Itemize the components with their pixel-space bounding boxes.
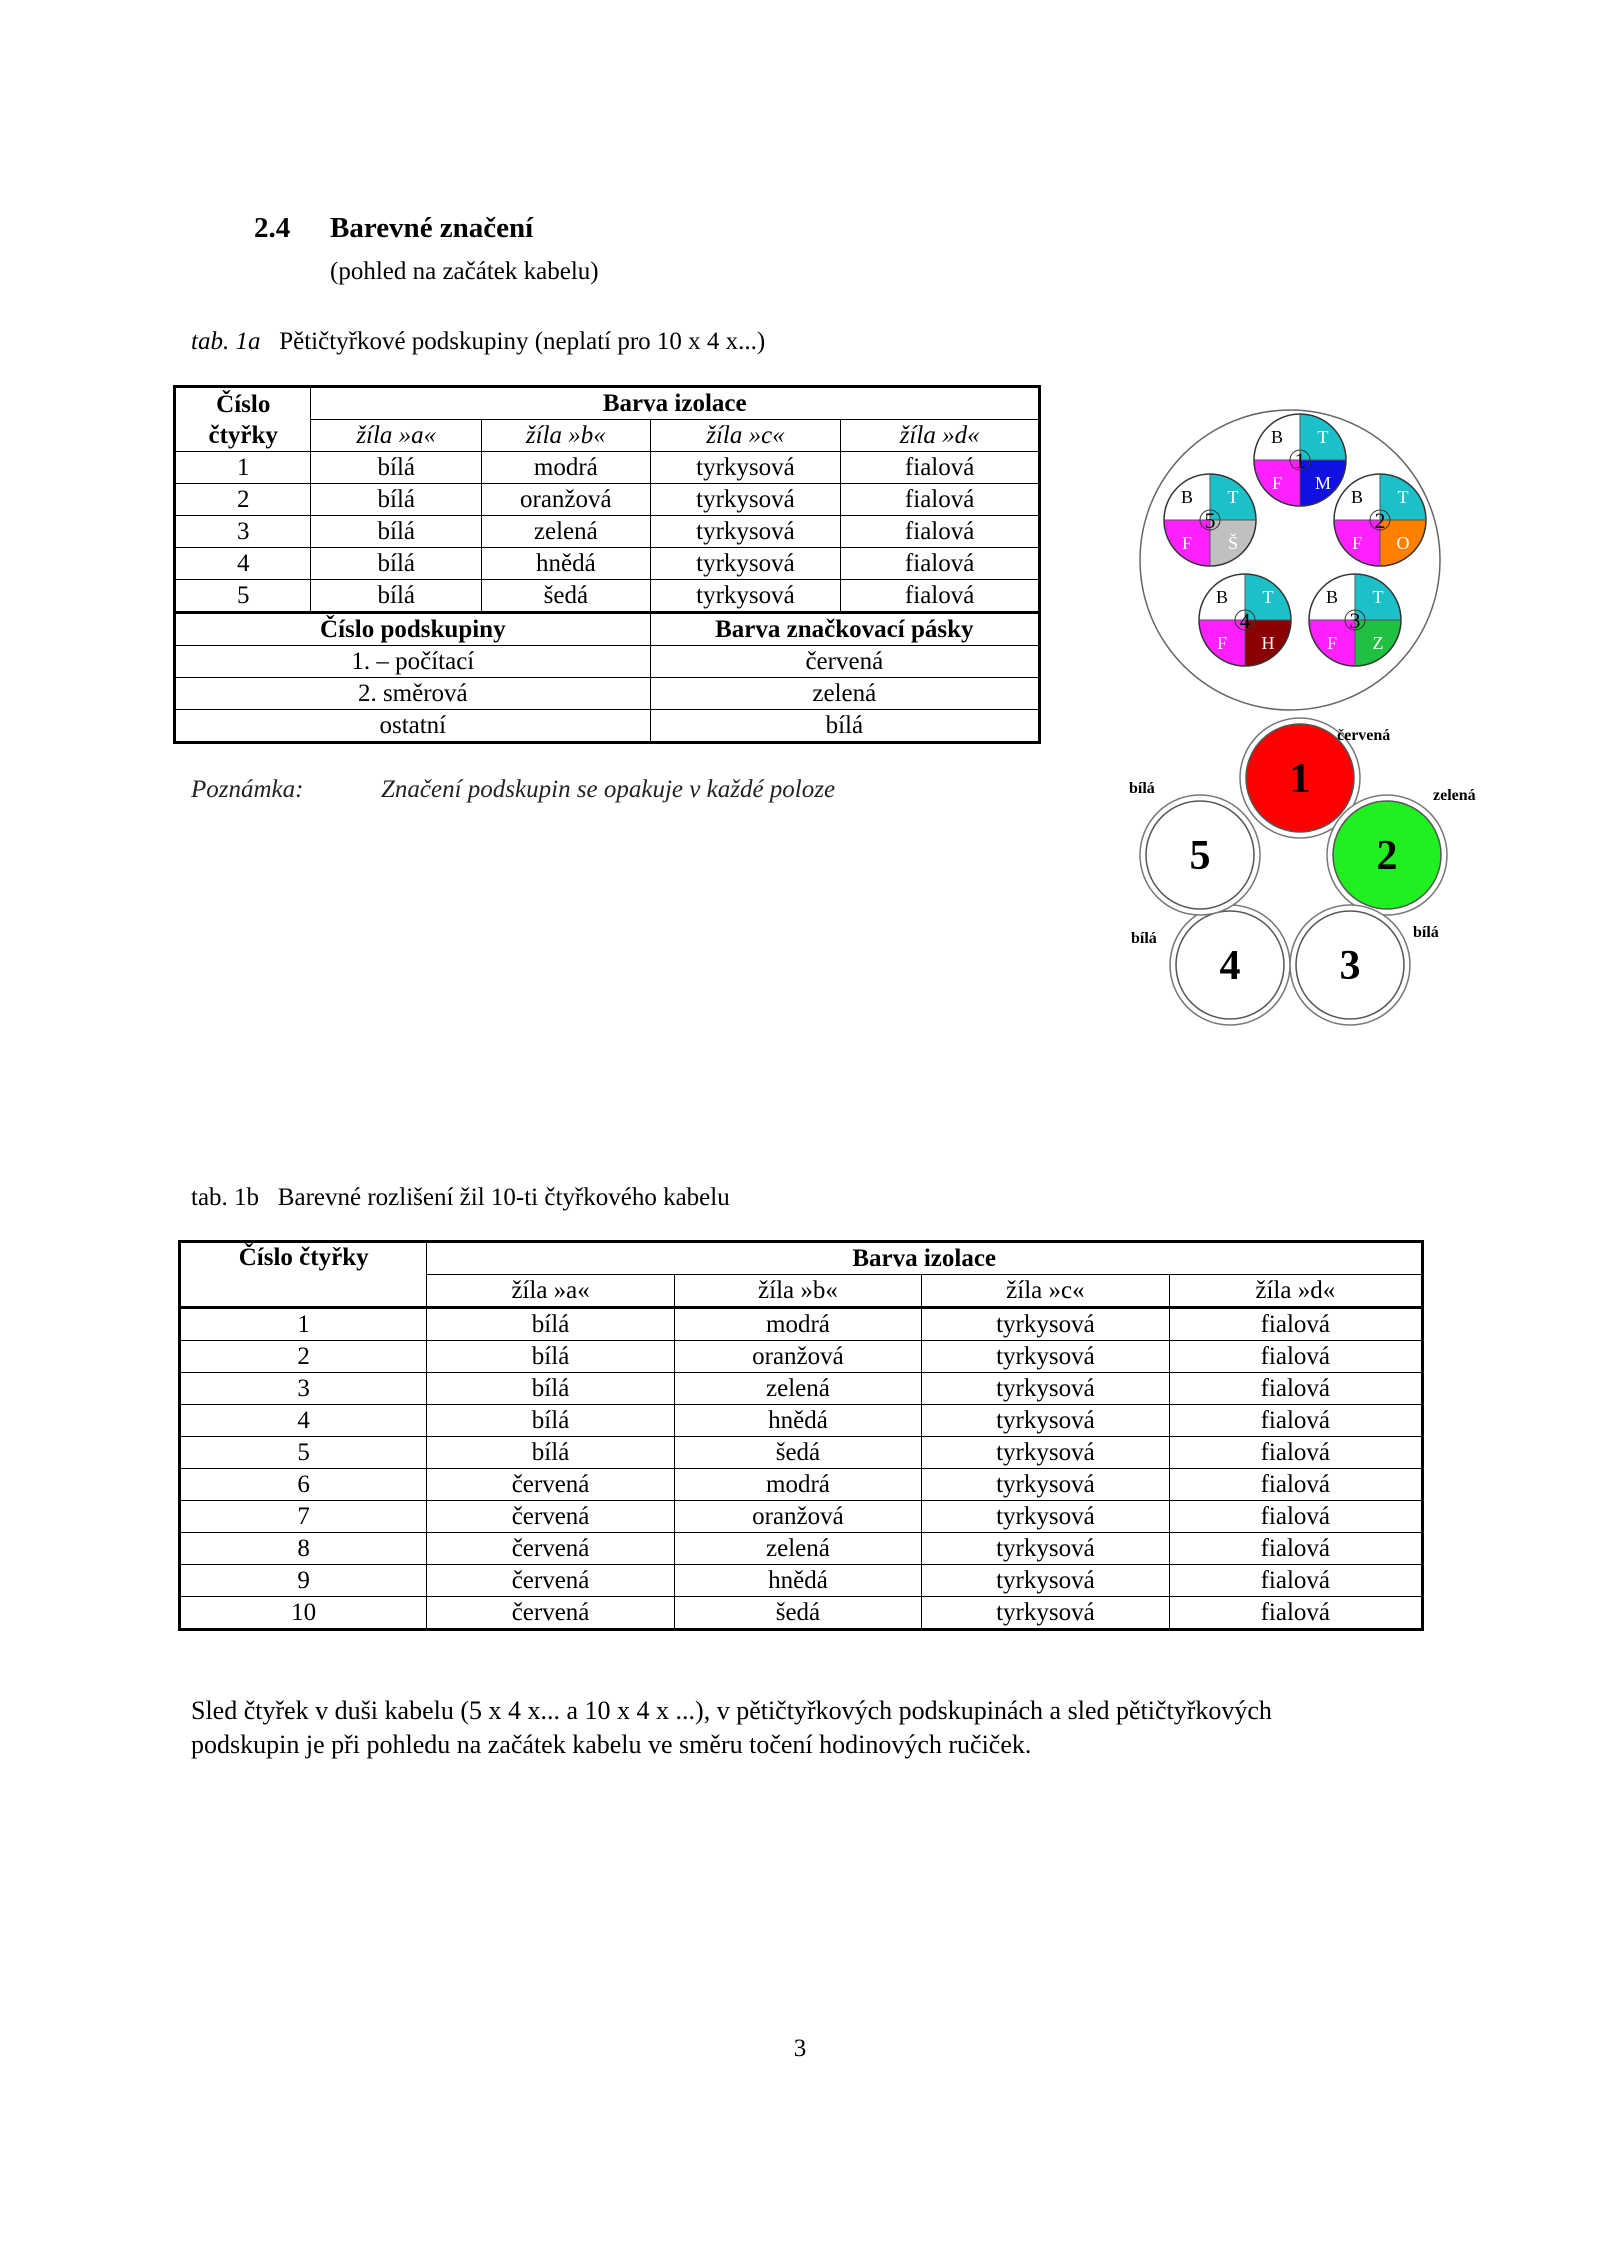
quad-2 — [1334, 474, 1426, 566]
table-1b — [178, 1240, 1424, 1631]
table-cell: 10 — [180, 1597, 427, 1630]
table1b-wire-b: žíla »b« — [674, 1275, 921, 1308]
table1a-header-num-line1: Číslo — [216, 390, 271, 418]
table-cell: tyrkysová — [650, 548, 841, 580]
table-cell: 6 — [180, 1469, 427, 1501]
wire-letter: F — [1216, 633, 1228, 653]
note-text: Značení podskupin se opakuje v každé poloze — [381, 776, 836, 803]
table-cell: bílá — [311, 452, 482, 484]
table-row — [180, 1308, 1423, 1341]
table-row — [180, 1533, 1423, 1565]
table-cell: červená — [427, 1501, 674, 1533]
subgroup-color-label: bílá — [1413, 924, 1439, 941]
table-cell: 5 — [175, 580, 311, 613]
subgroup-number: 5 — [1189, 833, 1211, 879]
table-cell: fialová — [841, 452, 1040, 484]
table-cell: tyrkysová — [922, 1308, 1169, 1341]
body-paragraph — [191, 1694, 1371, 1762]
table-cell: fialová — [841, 484, 1040, 516]
wire-letter: F — [1326, 633, 1338, 653]
table-cell: 5 — [180, 1437, 427, 1469]
table-cell: fialová — [1169, 1469, 1422, 1501]
table-cell: zelená — [482, 516, 651, 548]
table-cell: hnědá — [674, 1405, 921, 1437]
table-cell: fialová — [1169, 1437, 1422, 1469]
table-row — [175, 678, 1040, 710]
table-cell: zelená — [650, 678, 1039, 710]
table-cell: tyrkysová — [922, 1565, 1169, 1597]
table-cell: fialová — [841, 580, 1040, 613]
table1a-caption-text: Pětičtyřkové podskupiny (neplatí pro 10 x 4 x...) — [279, 328, 766, 355]
table-cell: tyrkysová — [922, 1533, 1169, 1565]
wire-letter: Š — [1227, 533, 1239, 553]
table-row — [175, 646, 1040, 678]
table1a-header-row — [175, 387, 1040, 420]
table-cell: fialová — [1169, 1565, 1422, 1597]
table-cell: oranžová — [674, 1501, 921, 1533]
table-cell: tyrkysová — [650, 580, 841, 613]
subgroup-number: 3 — [1339, 943, 1361, 989]
table-cell: fialová — [1169, 1373, 1422, 1405]
table-row — [180, 1565, 1423, 1597]
table-cell: červená — [427, 1597, 674, 1630]
table1a-header-num-line2: čtyřky — [208, 421, 278, 449]
table-cell: fialová — [1169, 1597, 1422, 1630]
table-cell: 1. – počítací — [175, 646, 651, 678]
table-row — [180, 1405, 1423, 1437]
table-1a — [173, 385, 1041, 744]
quad-number: 2 — [1374, 508, 1386, 533]
section-title: Barevné značení — [330, 212, 534, 244]
table-cell: červená — [427, 1469, 674, 1501]
quad-4 — [1199, 574, 1291, 666]
table1a-subgroup-header-left: Číslo podskupiny — [175, 613, 651, 646]
paragraph-line-1: Sled čtyřek v duši kabelu (5 x 4 x... a 10 x 4 x ...), v pětičtyřkových podskupinách a sled pětičtyřkových — [191, 1696, 1272, 1725]
table-row — [180, 1469, 1423, 1501]
table1a-subgroup-header-right: Barva značkovací pásky — [650, 613, 1039, 646]
table-cell: tyrkysová — [650, 484, 841, 516]
table-cell: tyrkysová — [650, 452, 841, 484]
wire-letter: Z — [1372, 633, 1384, 653]
table1a-header-color: Barva izolace — [311, 387, 1040, 420]
table-cell: zelená — [674, 1373, 921, 1405]
table-cell: tyrkysová — [922, 1373, 1169, 1405]
note-label: Poznámka: — [191, 776, 304, 803]
subgroup-color-label: červená — [1337, 727, 1391, 744]
wire-letter: B — [1325, 587, 1339, 607]
table1b-caption-text: Barevné rozlišení žil 10-ti čtyřkového kabelu — [277, 1184, 730, 1211]
table-cell: hnědá — [674, 1565, 921, 1597]
wire-letter: M — [1314, 473, 1332, 493]
wire-letter: O — [1396, 533, 1410, 553]
table-cell: tyrkysová — [922, 1597, 1169, 1630]
quad-number: 4 — [1239, 608, 1251, 633]
table-cell: fialová — [1169, 1341, 1422, 1373]
table-cell: 3 — [180, 1373, 427, 1405]
table-cell: tyrkysová — [650, 516, 841, 548]
table1b-header-color: Barva izolace — [427, 1242, 1423, 1275]
wire-letter: F — [1181, 533, 1193, 553]
table-cell: 2. směrová — [175, 678, 651, 710]
quad-number: 3 — [1349, 608, 1361, 633]
wire-letter: T — [1397, 487, 1409, 507]
wire-letter: H — [1261, 633, 1275, 653]
table1a-wire-d: žíla »d« — [841, 420, 1040, 452]
table1a-subgroup-header-row — [175, 613, 1040, 646]
table-cell: 2 — [175, 484, 311, 516]
table-row — [180, 1597, 1423, 1630]
table1a-wire-c: žíla »c« — [650, 420, 841, 452]
table-cell: tyrkysová — [922, 1405, 1169, 1437]
table-row — [175, 710, 1040, 743]
table-cell: šedá — [674, 1437, 921, 1469]
table-cell: fialová — [841, 548, 1040, 580]
table-cell: ostatní — [175, 710, 651, 743]
table-cell: oranžová — [482, 484, 651, 516]
table-cell: zelená — [674, 1533, 921, 1565]
table-row — [175, 484, 1040, 516]
table-cell: červená — [650, 646, 1039, 678]
table-cell: tyrkysová — [922, 1501, 1169, 1533]
table1a-caption — [191, 328, 765, 356]
table-row — [175, 516, 1040, 548]
table-cell: 4 — [180, 1405, 427, 1437]
subgroup-marking-diagram — [1125, 720, 1476, 1035]
wire-letter: B — [1270, 427, 1284, 447]
table-cell: bílá — [427, 1341, 674, 1373]
table-cell: 1 — [180, 1308, 427, 1341]
table-row — [180, 1341, 1423, 1373]
table-cell: 2 — [180, 1341, 427, 1373]
table-cell: 8 — [180, 1533, 427, 1565]
table-cell: fialová — [841, 516, 1040, 548]
table-cell: 4 — [175, 548, 311, 580]
table-row — [180, 1501, 1423, 1533]
table1a-wire-a: žíla »a« — [311, 420, 482, 452]
subgroup-number: 1 — [1289, 756, 1311, 802]
subgroup-color-label: bílá — [1131, 930, 1157, 947]
table-cell: modrá — [674, 1308, 921, 1341]
table1b-wire-a: žíla »a« — [427, 1275, 674, 1308]
table-cell: bílá — [650, 710, 1039, 743]
table-row — [175, 452, 1040, 484]
table-cell: fialová — [1169, 1533, 1422, 1565]
wire-letter: T — [1317, 427, 1329, 447]
table-cell: šedá — [674, 1597, 921, 1630]
table1a-header-num — [175, 387, 311, 452]
paragraph-line-2: podskupin je při pohledu na začátek kabelu ve směru točení hodinových ručiček. — [191, 1730, 1032, 1759]
wire-letter: B — [1180, 487, 1194, 507]
table1b-caption-prefix: tab. 1b — [191, 1184, 260, 1211]
quad-1 — [1254, 414, 1346, 506]
wire-letter: T — [1372, 587, 1384, 607]
table-cell: oranžová — [674, 1341, 921, 1373]
table-cell: fialová — [1169, 1405, 1422, 1437]
subgroup-4 — [1131, 905, 1290, 1025]
table-cell: 1 — [175, 452, 311, 484]
quad-3 — [1309, 574, 1401, 666]
table-cell: bílá — [427, 1405, 674, 1437]
table-cell: červená — [427, 1565, 674, 1597]
table1a-wire-b: žíla »b« — [482, 420, 651, 452]
table-cell: hnědá — [482, 548, 651, 580]
table-cell: bílá — [311, 516, 482, 548]
table-cell: tyrkysová — [922, 1437, 1169, 1469]
table1b-caption — [191, 1184, 730, 1212]
wire-letter: B — [1215, 587, 1229, 607]
table-cell: 7 — [180, 1501, 427, 1533]
table-cell: červená — [427, 1533, 674, 1565]
table-cell: 3 — [175, 516, 311, 548]
page-number: 3 — [793, 2035, 807, 2062]
table1a-caption-prefix: tab. 1a — [191, 328, 261, 355]
table-cell: bílá — [427, 1308, 674, 1341]
quad-number: 1 — [1294, 448, 1306, 473]
wire-letter: F — [1351, 533, 1363, 553]
table-row — [180, 1373, 1423, 1405]
section-subtitle: (pohled na začátek kabelu) — [330, 258, 599, 285]
table-row — [175, 580, 1040, 613]
section-number: 2.4 — [254, 212, 291, 244]
table-cell: bílá — [311, 484, 482, 516]
table-cell: 9 — [180, 1565, 427, 1597]
table-cell: bílá — [311, 548, 482, 580]
wire-letter: F — [1271, 473, 1283, 493]
subgroup-5 — [1129, 780, 1260, 915]
table-row — [180, 1437, 1423, 1469]
table-cell: bílá — [311, 580, 482, 613]
table-cell: fialová — [1169, 1501, 1422, 1533]
table-cell: fialová — [1169, 1308, 1422, 1341]
table1b-wire-d: žíla »d« — [1169, 1275, 1422, 1308]
table1b-header-num: Číslo čtyřky — [180, 1242, 427, 1308]
quad-5 — [1164, 474, 1256, 566]
table-cell: tyrkysová — [922, 1341, 1169, 1373]
subgroup-number: 2 — [1376, 833, 1398, 879]
subgroup-color-label: bílá — [1129, 780, 1155, 797]
subgroup-3 — [1290, 905, 1439, 1025]
table-cell: šedá — [482, 580, 651, 613]
wire-letter: B — [1350, 487, 1364, 507]
subgroup-color-label: zelená — [1433, 787, 1476, 804]
table-row — [175, 548, 1040, 580]
table-cell: tyrkysová — [922, 1469, 1169, 1501]
table-cell: bílá — [427, 1437, 674, 1469]
wire-letter: T — [1227, 487, 1239, 507]
quad-layout-diagram — [1130, 395, 1450, 715]
quad-number: 5 — [1204, 508, 1216, 533]
table-cell: modrá — [674, 1469, 921, 1501]
table-cell: bílá — [427, 1373, 674, 1405]
table1b-wire-c: žíla »c« — [922, 1275, 1169, 1308]
subgroup-number: 4 — [1219, 943, 1241, 989]
wire-letter: T — [1262, 587, 1274, 607]
table-cell: modrá — [482, 452, 651, 484]
table1b-header-row — [180, 1242, 1423, 1275]
